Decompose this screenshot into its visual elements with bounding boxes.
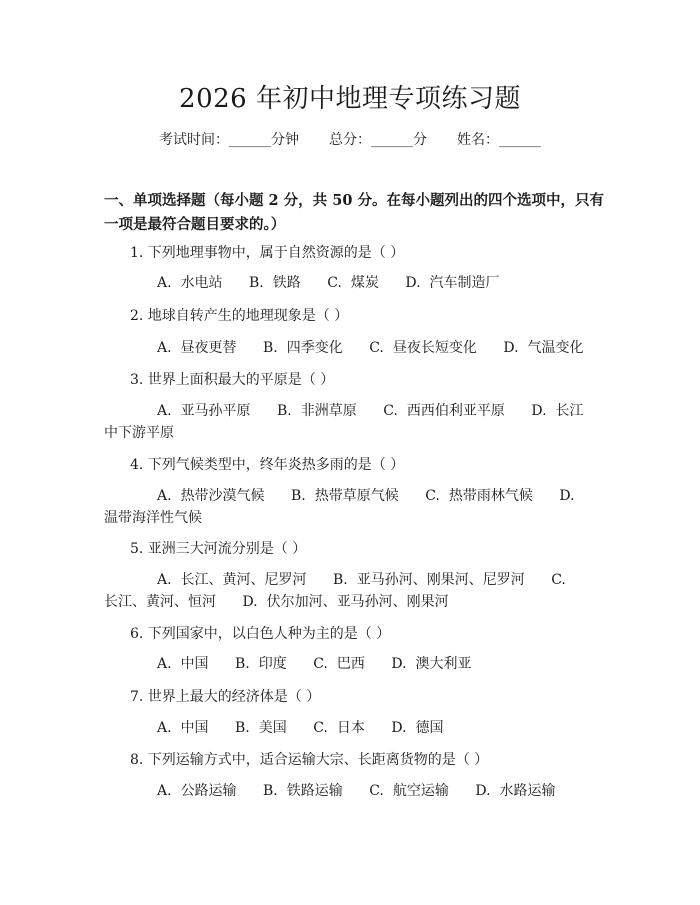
page-title: 2026 年初中地理专项练习题 (179, 84, 521, 114)
option-d: D.温带海洋性气候 (104, 488, 575, 526)
option-b: B. 热带草原气候 (291, 488, 399, 504)
option-b: B. 四季变化 (263, 340, 343, 356)
option-b: B. 印度 (235, 656, 287, 672)
option-a: A. 昼夜更替 (157, 340, 237, 356)
option-a: A. 水电站 (157, 275, 223, 291)
option-d: D. 气温变化 (503, 340, 584, 356)
option-d: D. 汽车制造厂 (405, 275, 500, 291)
option-a: A. 中国 (157, 720, 209, 736)
question-options (104, 400, 584, 444)
option-b: B. 铁路 (249, 275, 301, 291)
question-options (104, 337, 584, 359)
option-d: D. 伏尔加河、亚马孙河、刚果河 (242, 594, 449, 610)
question-options (104, 485, 584, 529)
question-options (104, 569, 584, 613)
question-stem: 6. 下列国家中，以白色人种为主的是（ ） (130, 626, 391, 642)
question-stem: 8. 下列运输方式中，适合运输大宗、长距离货物的是（ ） (130, 752, 489, 768)
option-c: C. 航空运输 (369, 783, 449, 799)
question-stem: 5. 亚洲三大河流分别是（ ） (130, 541, 307, 557)
question-options (104, 272, 584, 294)
option-c: C. 日本 (313, 720, 365, 736)
option-d: D. 澳大利亚 (391, 656, 472, 672)
option-c: C. 昼夜长短变化 (369, 340, 477, 356)
question-options (104, 780, 584, 802)
option-d: D. 长江中下游平原 (104, 403, 584, 441)
question-stem: 4. 下列气候类型中，终年炎热多雨的是（ ） (130, 457, 405, 473)
option-b: B. 亚马孙河、刚果河、尼罗河 (333, 572, 525, 588)
option-c: C. 巴西 (313, 656, 365, 672)
option-a: A. 热带沙漠气候 (157, 488, 265, 504)
option-c: C. 热带雨林气候 (425, 488, 533, 504)
option-b: B. 非洲草原 (277, 403, 357, 419)
question-stem: 7. 世界上最大的经济体是（ ） (130, 689, 321, 705)
option-a: A. 亚马孙平原 (157, 403, 251, 419)
option-b: B. 美国 (235, 720, 287, 736)
section-heading: 一、单项选择题（每小题 2 分，共 50 分。在每小题列出的四个选项中，只有一项是最符合题目要求的。） (104, 192, 604, 233)
option-d: D. 水路运输 (475, 783, 556, 799)
option-b: B. 铁路运输 (263, 783, 343, 799)
question-options (104, 653, 584, 675)
exam-time-field: 考试时间：______分钟 (159, 132, 299, 148)
option-c: C.长江、黄河、恒河 (104, 572, 566, 610)
total-score-field: 总分：______分 (329, 132, 427, 148)
exam-info-line (0, 130, 700, 150)
question-stem: 3. 世界上面积最大的平原是（ ） (130, 372, 335, 388)
option-a: A. 长江、黄河、尼罗河 (157, 572, 307, 588)
option-a: A. 公路运输 (157, 783, 237, 799)
question-stem: 2. 地球自转产生的地理现象是（ ） (130, 308, 349, 324)
student-name-field: 姓名：______ (457, 132, 541, 148)
option-a: A. 中国 (157, 656, 209, 672)
question-stem: 1. 下列地理事物中，属于自然资源的是（ ） (130, 245, 405, 261)
question-options (104, 717, 584, 739)
option-c: C. 西西伯利亚平原 (383, 403, 505, 419)
option-c: C. 煤炭 (327, 275, 379, 291)
option-d: D. 德国 (391, 720, 444, 736)
